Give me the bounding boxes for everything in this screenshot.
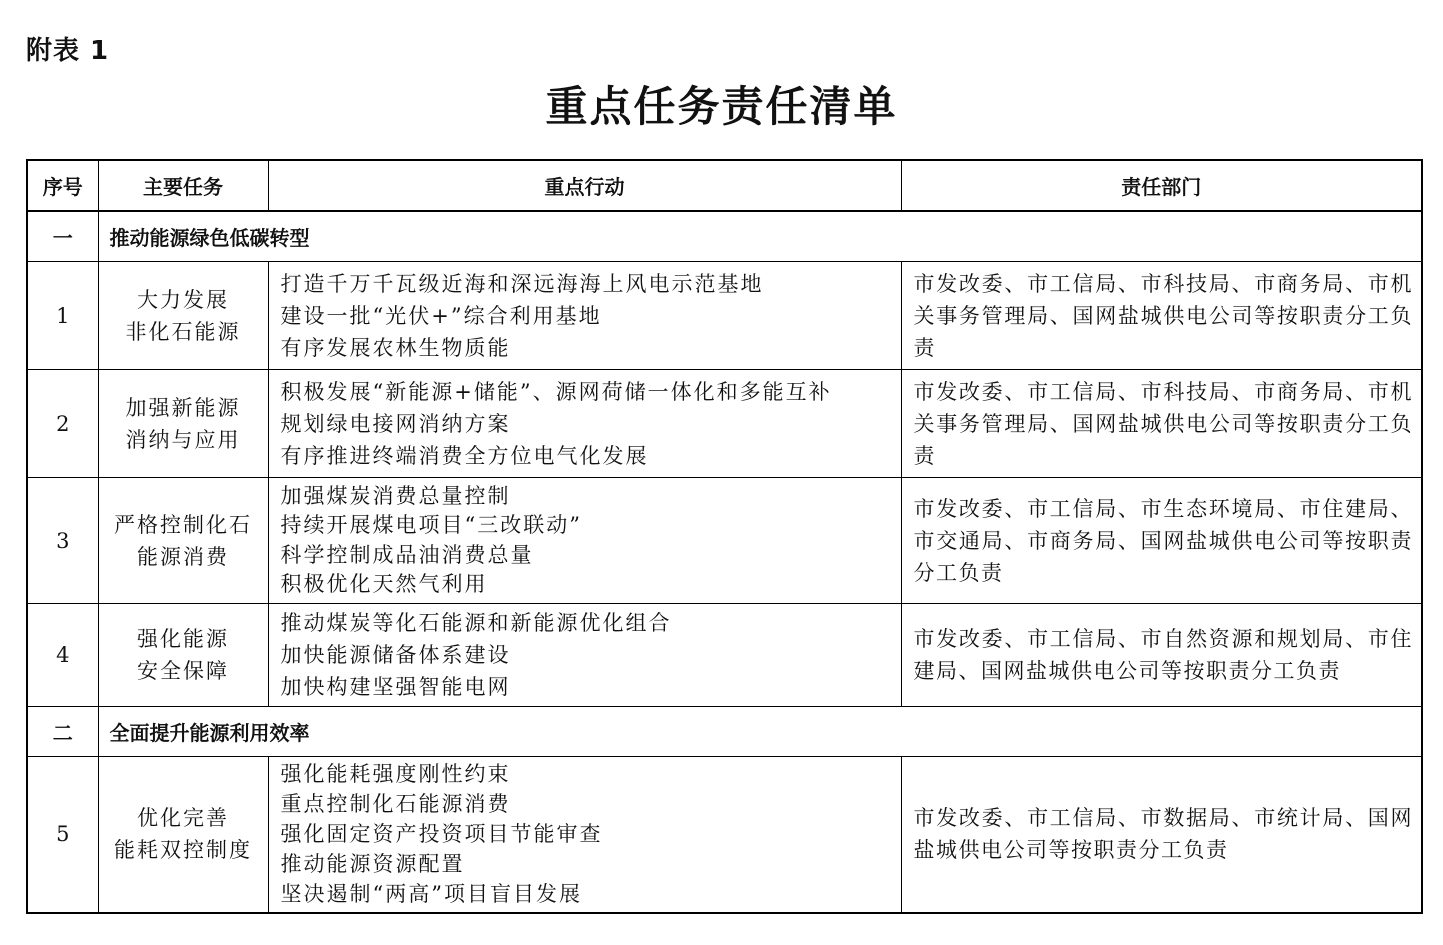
section-index: 二: [27, 707, 98, 757]
departments-cell: 市发改委、市工信局、市科技局、市商务局、市机关事务管理局、国网盐城供电公司等按职责分工负责: [901, 262, 1422, 370]
table-row: [27, 478, 1422, 604]
main-task-cell: [98, 262, 268, 370]
key-action-item: 有序发展农林生物质能: [280, 335, 511, 360]
departments-cell: 市发改委、市工信局、市科技局、市商务局、市机关事务管理局、国网盐城供电公司等按职责分工负责: [901, 370, 1422, 478]
key-action-item: 加快构建坚强智能电网: [280, 675, 511, 699]
key-action-item: 积极发展“新能源+储能”、源网荷储一体化和多能互补: [280, 379, 832, 404]
section-row: [27, 211, 1422, 262]
row-index: 2: [27, 370, 98, 478]
key-action-item: 推动煤炭等化石能源和新能源优化组合: [280, 611, 672, 635]
departments-cell: 市发改委、市工信局、市生态环境局、市住建局、市交通局、市商务局、国网盐城供电公司等按职责分工负责: [901, 478, 1422, 604]
key-action-item: 强化能耗强度刚性约束: [280, 762, 511, 787]
table-row: [27, 757, 1422, 913]
header-index: 序号: [27, 160, 98, 211]
main-task-line: 能耗双控制度: [114, 838, 252, 863]
main-task-line: 大力发展: [137, 287, 229, 312]
key-action-item: 加强煤炭消费总量控制: [280, 483, 511, 508]
section-row: [27, 707, 1422, 757]
header-key-actions: 重点行动: [268, 160, 901, 211]
main-task-cell: [98, 604, 268, 707]
section-title: 全面提升能源利用效率: [98, 707, 1422, 757]
key-action-item: 规划绿电接网消纳方案: [280, 411, 511, 436]
main-task-cell: [98, 478, 268, 604]
departments-cell: 市发改委、市工信局、市数据局、市统计局、国网盐城供电公司等按职责分工负责: [901, 757, 1422, 913]
key-action-item: 建设一批“光伏+”综合利用基地: [280, 303, 602, 328]
main-task-line: 加强新能源: [125, 395, 241, 420]
key-action-item: 打造千万千瓦级近海和深远海海上风电示范基地: [280, 271, 764, 296]
key-action-item: 强化固定资产投资项目节能审查: [280, 822, 603, 847]
key-action-item: 有序推进终端消费全方位电气化发展: [280, 443, 649, 468]
main-task-line: 严格控制化石: [114, 512, 252, 537]
main-task-line: 能源消费: [137, 544, 229, 569]
main-task-line: 优化完善: [137, 806, 229, 831]
table-row: [27, 370, 1422, 478]
key-actions-cell: [268, 757, 901, 913]
appendix-label: 附表 1: [26, 36, 110, 66]
departments-cell: 市发改委、市工信局、市自然资源和规划局、市住建局、国网盐城供电公司等按职责分工负责: [901, 604, 1422, 707]
main-task-line: 非化石能源: [125, 319, 241, 344]
row-index: 1: [27, 262, 98, 370]
main-task-line: 安全保障: [137, 659, 229, 683]
table-body: [27, 211, 1422, 913]
key-actions-cell: [268, 370, 901, 478]
main-task-cell: [98, 757, 268, 913]
main-task-line: 消纳与应用: [125, 427, 241, 452]
document-title: 重点任务责任清单: [545, 82, 898, 131]
key-actions-cell: [268, 262, 901, 370]
header-main-task: 主要任务: [98, 160, 268, 211]
key-action-item: 持续开展煤电项目“三改联动”: [280, 513, 582, 537]
key-action-item: 加快能源储备体系建设: [280, 643, 511, 667]
key-action-item: 重点控制化石能源消费: [280, 792, 511, 817]
key-action-item: 积极优化天然气利用: [280, 572, 488, 596]
row-index: 4: [27, 604, 98, 707]
key-actions-cell: [268, 478, 901, 604]
table-row: [27, 604, 1422, 707]
key-action-item: 坚决遏制“两高”项目盲目发展: [280, 882, 582, 907]
header-departments: 责任部门: [901, 160, 1422, 211]
main-task-cell: [98, 370, 268, 478]
key-action-item: 推动能源资源配置: [280, 852, 465, 877]
key-action-item: 科学控制成品油消费总量: [280, 542, 534, 567]
main-task-line: 强化能源: [137, 627, 229, 651]
row-index: 5: [27, 757, 98, 913]
task-responsibility-table: [26, 159, 1423, 914]
table-header-row: [27, 160, 1422, 211]
section-title: 推动能源绿色低碳转型: [98, 211, 1422, 262]
row-index: 3: [27, 478, 98, 604]
table-row: [27, 262, 1422, 370]
key-actions-cell: [268, 604, 901, 707]
section-index: 一: [27, 211, 98, 262]
